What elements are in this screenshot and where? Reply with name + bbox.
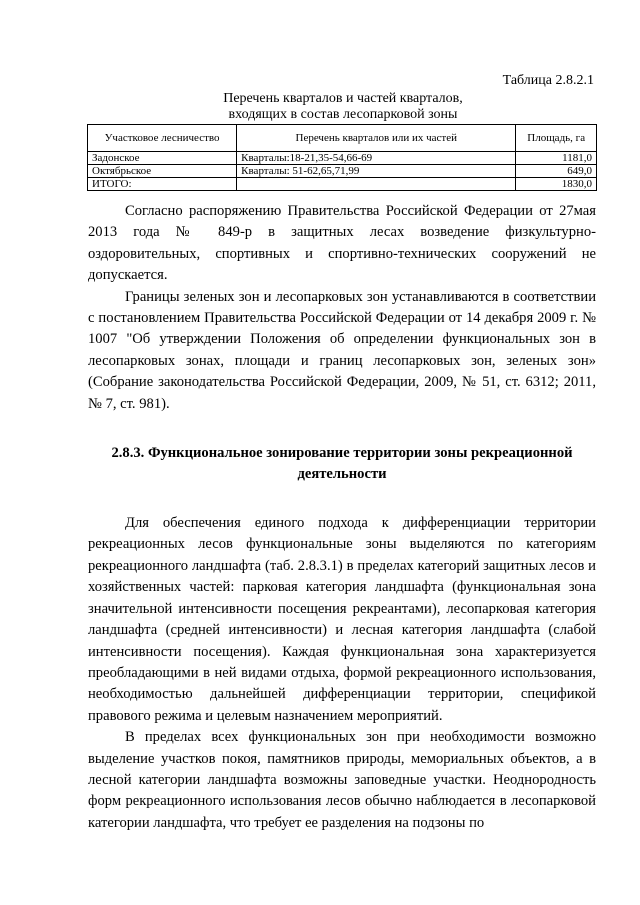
paragraph-zones: В пределах всех функциональных зон при необходимости возможно выделение участков покоя, памятников природы, мемориальных объектов, а в лесной категории ландшафта возможны заповедные участки. Неоднородность форм рекреационного использования лесов обычно наблюдается в лесопарковой категории ландшафта, что требует ее разделения на подзоны по [88, 729, 596, 831]
document-page [88, 72, 596, 834]
cell-quarters: Кварталы: 51-62,65,71,99 [237, 165, 516, 178]
paragraph-boundaries: Границы зеленых зон и лесопарковых зон устанавливаются в соответствии с постановлением Правительства Российской Федерации от 14 декабря 2009 г. № 1007 "Об утверждении Положения об определении функциональных зон в лесопарковых зонах, площади и границ лесопарковых зон, зеленых зон» (Собрание законодательства Российской Федерации, 2009, № 51, ст. 6312; 2011, № 7, ст. 981). [88, 288, 596, 412]
table-total-row [88, 178, 597, 191]
table-row [88, 165, 597, 178]
table-header-row [88, 125, 597, 152]
section-title: 2.8.3. Функциональное зонирование территории зоны рекреационной деятельности [111, 445, 573, 483]
cell-area: 1181,0 [516, 152, 597, 165]
quarters-table [87, 124, 597, 191]
paragraph-regulation: Согласно распоряжению Правительства Российской Федерации от 27мая 2013 года № 849-р в защитных лесах возведение физкультурно-оздоровительных, спортивных и спортивно-технических сооружений не допускается. [88, 203, 596, 284]
table-row [88, 152, 597, 165]
cell-total-area: 1830,0 [516, 178, 597, 191]
cell-area: 649,0 [516, 165, 597, 178]
header-quarters: Перечень кварталов или их частей [237, 125, 516, 152]
paragraph-zoning: Для обеспечения единого подхода к дифференциации территории рекреационных лесов функциональные зоны выделяются по категориям рекреационного ландшафта (таб. 2.8.3.1) в пределах категорий защитных лесов и хозяйственных частей: парковая категория ландшафта (функциональная зона значительной интенсивности посещения рекреантами), лесопарковая категория ландшафта (средней интенсивности) и лесная категория ландшафта (слабой интенсивности посещения). Каждая функциональная зона характеризуется преобладающими в ней видами отдыха, формой рекреационного использования, необходимостью дальнейшей дифференциации территории, спецификой правового режима и целевым назначением мероприятий. [88, 515, 596, 724]
cell-empty [237, 178, 516, 191]
cell-forestry: Октябрьское [88, 165, 237, 178]
cell-quarters: Кварталы:18-21,35-54,66-69 [237, 152, 516, 165]
cell-forestry: Задонское [88, 152, 237, 165]
table-caption-line-1: Перечень кварталов и частей кварталов, [223, 91, 463, 106]
table-caption-line-2: входящих в состав лесопарковой зоны [228, 107, 458, 122]
header-area: Площадь, га [516, 125, 597, 152]
table-number: Таблица 2.8.2.1 [502, 73, 594, 88]
cell-total-label: ИТОГО: [88, 178, 237, 191]
header-forestry: Участковое лесничество [88, 125, 237, 152]
